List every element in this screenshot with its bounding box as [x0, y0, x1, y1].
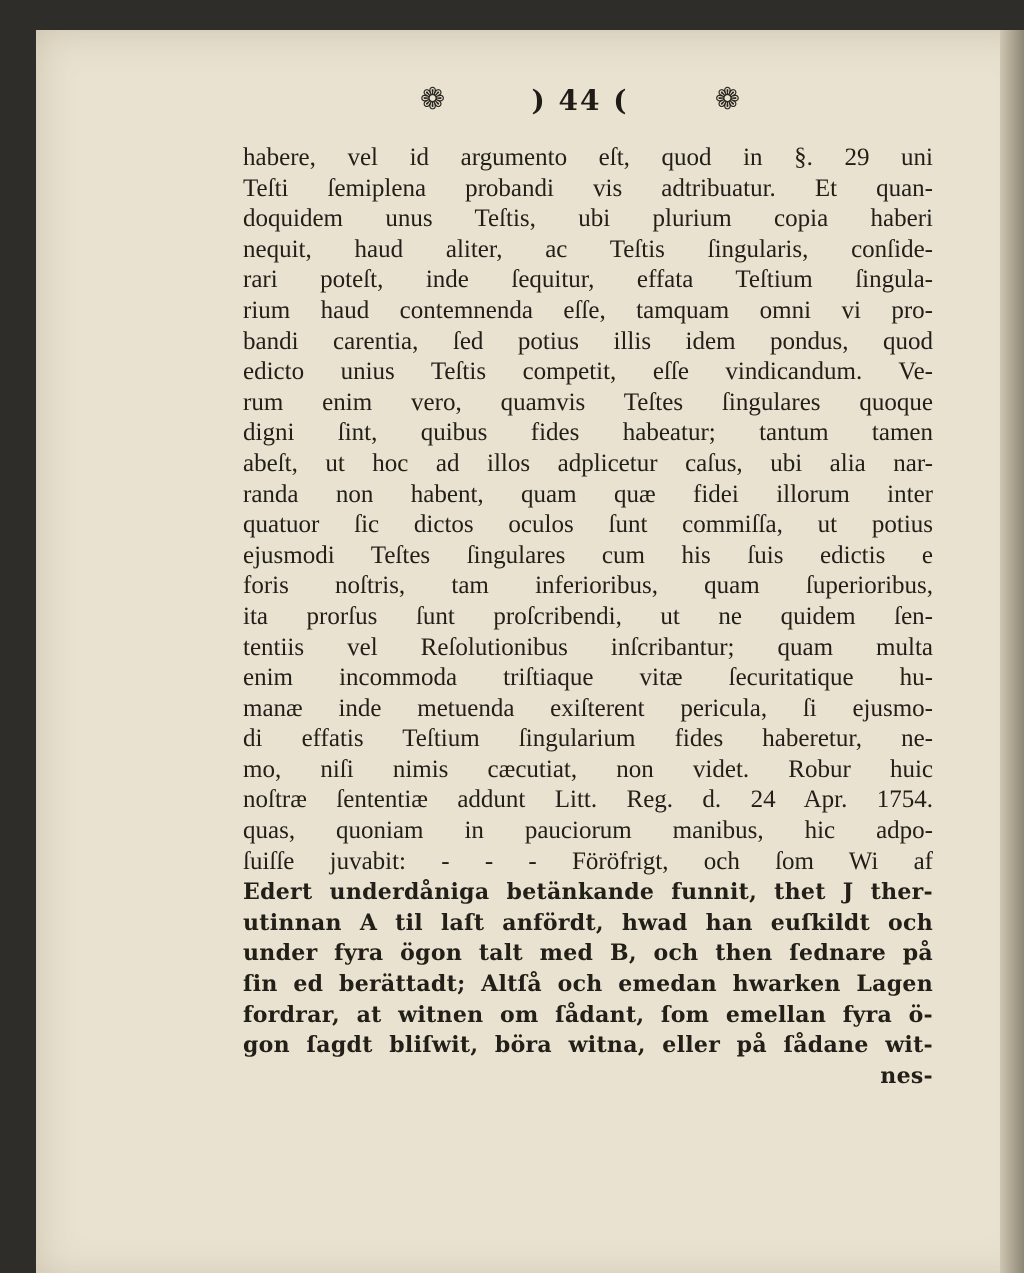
text-line: bandi carentia, ſed potius illis idem pondus, quod: [243, 327, 933, 355]
text-line: noſtræ ſententiæ addunt Litt. Reg. d. 24 Apr. 1754.: [243, 786, 933, 814]
page-header: [420, 80, 740, 120]
text-line: nequit, haud aliter, ac Teſtis ſingularis, conſide-: [243, 235, 933, 263]
text-line: rum enim vero, quamvis Teſtes ſingulares quoque: [243, 388, 933, 416]
fraktur-line: ſin ed berättadt; Altſå och emedan hwarken Lagen: [243, 971, 933, 998]
text-line: Teſti ſemiplena probandi vis adtribuatur. Et quan-: [243, 174, 933, 202]
text-line: habere, vel id argumento eſt, quod in §. 29 uni: [243, 144, 933, 171]
text-line: enim incommoda triſtiaque vitæ ſecuritatique hu-: [243, 664, 933, 692]
left-ornament-icon: ❁: [420, 82, 446, 117]
fraktur-line: utinnan A til laſt anfördt, hwad han euſkildt och: [243, 909, 933, 936]
text-line: ſuiſſe juvabit: - - - Föröfrigt, och ſom Wi af: [243, 847, 933, 875]
page-number: ) 44 (: [531, 83, 629, 117]
text-line: randa non habent, quam quæ fidei illorum inter: [243, 480, 933, 508]
text-line: ejusmodi Teſtes ſingulares cum his ſuis edictis e: [243, 541, 933, 569]
text-line: abeſt, ut hoc ad illos adplicetur caſus, ubi alia nar-: [243, 449, 933, 477]
text-line: rari poteſt, inde ſequitur, effata Teſtium ſingula-: [243, 266, 933, 294]
text-line: mo, niſi nimis cæcutiat, non videt. Robur huic: [243, 755, 933, 783]
text-line: digni ſint, quibus fides habeatur; tantum tamen: [243, 419, 933, 447]
text-line: manæ inde metuenda exiſterent pericula, ſi ejusmo-: [243, 694, 933, 722]
text-line: ita prorſus ſunt proſcribendi, ut ne quidem ſen-: [243, 602, 933, 630]
text-line: quas, quoniam in pauciorum manibus, hic adpo-: [243, 817, 933, 845]
text-line: rium haud contemnenda eſſe, tamquam omni vi pro-: [243, 296, 933, 324]
catchword: nes-: [880, 1062, 933, 1089]
text-line: di effatis Teſtium ſingularium fides haberetur, ne-: [243, 725, 933, 753]
page-edge: [1000, 30, 1024, 1273]
body-text: [243, 143, 933, 1091]
right-ornament-icon: ❁: [714, 82, 740, 117]
fraktur-line: under fyra ögon talt med B, och then ſednare på: [243, 940, 933, 967]
fraktur-line: fordrar, at witnen om ſådant, ſom emellan fyra ö-: [243, 1001, 933, 1028]
text-line: tentiis vel Reſolutionibus inſcribantur; quam multa: [243, 633, 933, 661]
text-line: foris noſtris, tam inferioribus, quam ſuperioribus,: [243, 572, 933, 600]
fraktur-line: gon ſagdt bliſwit, böra witna, eller på ſådane wit-: [243, 1032, 933, 1059]
text-line: doquidem unus Teſtis, ubi plurium copia haberi: [243, 205, 933, 233]
fraktur-line: Edert underdåniga betänkande funnit, thet J ther-: [243, 879, 933, 906]
text-line: quatuor ſic dictos oculos ſunt commiſſa, ut potius: [243, 511, 933, 539]
text-line: edicto unius Teſtis competit, eſſe vindicandum. Ve-: [243, 358, 933, 386]
